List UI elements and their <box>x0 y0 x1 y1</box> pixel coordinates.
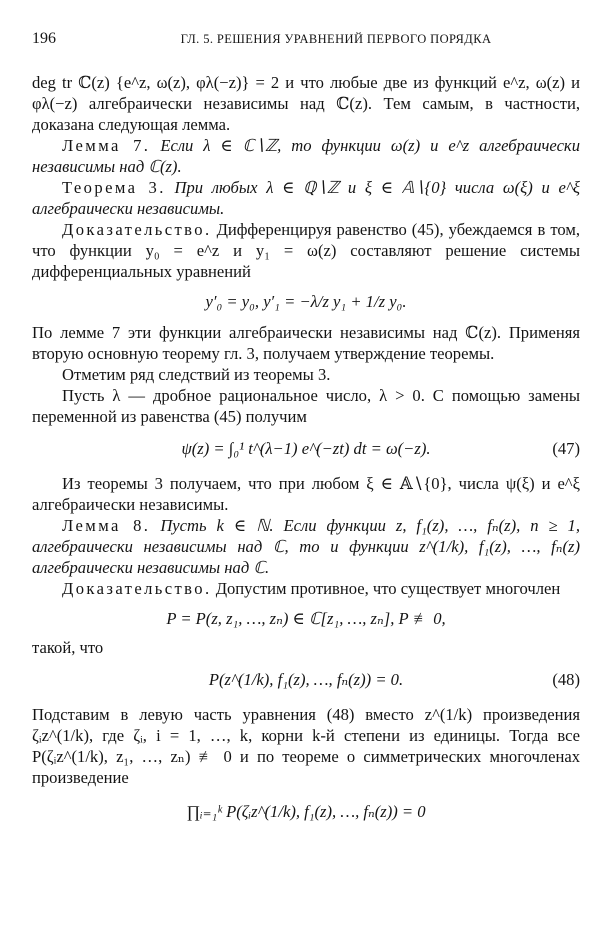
proof-2-text: Допустим противное, что существует многочлен <box>215 579 561 598</box>
paragraph: По лемме 7 эти функции алгебраически независимы над ℂ(z). Применяя вторую основную теорему гл. 3, получаем утверждение теоремы. <box>32 323 580 363</box>
lemma-8-title: Лемма 8. <box>62 516 151 535</box>
equation-polynomial: P = P(z, z₁, …, zₙ) ∈ ℂ[z₁, …, zₙ], P ≢ 0, <box>166 609 446 628</box>
lemma-8-statement: Пусть k ∈ ℕ. Если функции z, f₁(z), …, fₙ(z), n ≥ 1, алгебраически независимы над ℂ, то и функции z^(1/k), f₁(z), …, fₙ(z) алгебраически независимы над ℂ. <box>32 516 580 577</box>
proof-1 <box>32 219 580 282</box>
theorem-3-title: Теорема 3. <box>62 178 166 197</box>
lemma-7-statement: Если λ ∈ ℂ∖ℤ, то функции ω(z) и e^z алгебраически независимы над ℂ(z). <box>32 136 580 176</box>
equation-48-body: P(z^(1/k), f₁(z), …, fₙ(z)) = 0. <box>208 670 404 689</box>
lemma-7 <box>32 135 580 177</box>
lemma-8 <box>32 515 580 578</box>
equation-47 <box>32 437 580 461</box>
paragraph: Из теоремы 3 получаем, что при любом ξ ∈ 𝔸∖{0}, числа ψ(ξ) и e^ξ алгебраически независимы. <box>32 474 580 514</box>
proof-1-title: Доказательство. <box>62 220 212 239</box>
paragraph: Отметим ряд следствий из теоремы 3. <box>62 365 331 384</box>
theorem-3 <box>32 177 580 219</box>
paragraph: Подставим в левую часть уравнения (48) вместо z^(1/k) произведения ζᵢz^(1/k), где ζᵢ, i = 1, …, k, корни k-й степени из единицы. Тогда все P(ζᵢz^(1/k), z₁, …, zₙ) ≢ 0 и по теореме о симметрических многочленах произведение <box>32 705 580 787</box>
equation-47-body: ψ(z) = ∫₀¹ t^(λ−1) e^(−zt) dt = ω(−z). <box>181 439 431 458</box>
paragraph: deg tr ℂ(z) {e^z, ω(z), φλ(−z)} = 2 и что любые две из функций e^z, ω(z) и φλ(−z) алгебраически независимы над ℂ(z). Тем самым, в частности, доказана следующая лемма. <box>32 73 580 134</box>
proof-1-text: Дифференцируя равенство (45), убеждаемся в том, что функции y₀ = e^z и y₁ = ω(z) составляют решение системы дифференциальных уравнений <box>32 220 580 281</box>
page-body <box>32 72 580 824</box>
lemma-7-title: Лемма 7. <box>62 136 151 155</box>
paragraph: такой, что <box>32 638 104 657</box>
running-title: ГЛ. 5. РЕШЕНИЯ УРАВНЕНИЙ ПЕРВОГО ПОРЯДКА <box>180 32 492 46</box>
equation-system: y′₀ = y₀, y′₁ = −λ/z y₁ + 1/z y₀. <box>205 292 407 311</box>
proof-2 <box>32 578 580 599</box>
theorem-3-statement: При любых λ ∈ ℚ∖ℤ и ξ ∈ 𝔸∖{0} числа ω(ξ) и e^ξ алгебраически независимы. <box>32 178 580 218</box>
page-number: 196 <box>32 30 56 47</box>
equation-number: (47) <box>552 439 580 458</box>
running-header <box>32 30 580 48</box>
paragraph: Пусть λ — дробное рациональное число, λ > 0. С помощью замены переменной из равенства (45) получим <box>32 386 580 426</box>
proof-2-title: Доказательство. <box>62 579 212 598</box>
equation-number: (48) <box>552 670 580 689</box>
equation-product: ∏ᵢ₌₁ᵏ P(ζᵢz^(1/k), f₁(z), …, fₙ(z)) = 0 <box>186 802 426 821</box>
equation-48 <box>32 668 580 692</box>
